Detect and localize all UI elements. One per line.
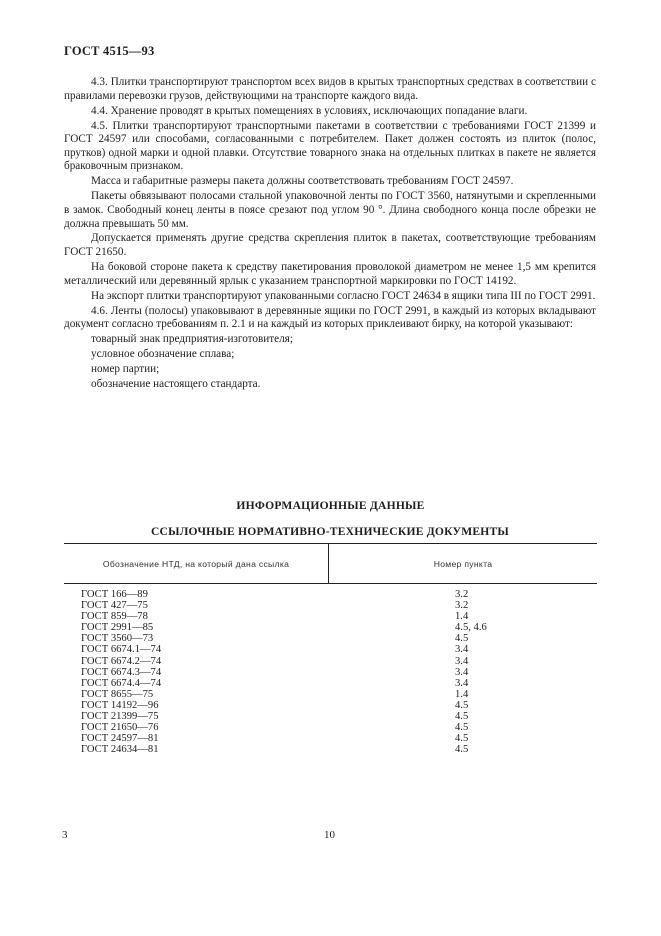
cell-clause: 4.5 (455, 699, 469, 711)
table-row (64, 633, 597, 644)
list-item: обозначение настоящего стандарта. (91, 378, 261, 391)
list-item: товарный знак предприятия-изготовителя; (91, 333, 293, 346)
cell-document: ГОСТ 24597—81 (81, 733, 159, 745)
cell-clause: 4.5 (455, 722, 469, 734)
table-row (64, 700, 597, 711)
body-text (64, 76, 596, 393)
cell-clause: 3.4 (455, 677, 469, 689)
table-row (64, 711, 597, 722)
table-row (64, 722, 597, 733)
cell-document: ГОСТ 859—78 (81, 611, 148, 623)
cell-document: ГОСТ 3560—73 (81, 633, 154, 645)
paragraph: 4.3. Плитки транспортируют транспортом всех видов в крытых транспортных средствах в соответствии с правилами перевозки грузов, действующими на транспорте каждого вида. (64, 76, 596, 102)
cell-clause: 1.4 (455, 611, 469, 623)
paragraph: Пакеты обвязывают полосами стальной упаковочной ленты по ГОСТ 3560, натянутыми и скрепленными в замок. Свободный конец ленты в поясе срезают под углом 90 °. Длина свободного конца после обрезки не должна превышать 50 мм. (64, 190, 596, 230)
table-header (64, 543, 597, 584)
cell-clause: 3.2 (455, 589, 469, 600)
table-row (64, 656, 597, 667)
cell-clause: 1.4 (455, 688, 469, 700)
table-body (64, 584, 597, 755)
cell-clause: 4.5 (455, 733, 469, 745)
table-row (64, 678, 597, 689)
paragraph: На боковой стороне пакета к средству пакетирования проволокой диаметром не менее 1,5 мм крепится металлический или деревянный ярлык с указанием транспортной маркировки по ГОСТ 14192. (64, 261, 596, 287)
table-row (64, 667, 597, 678)
cell-document: ГОСТ 6674.3—74 (81, 666, 162, 678)
table-row (64, 600, 597, 611)
cell-clause: 4.5 (455, 711, 469, 723)
table-row (64, 689, 597, 700)
section-title: ИНФОРМАЦИОННЫЕ ДАННЫЕ (236, 499, 425, 512)
table-row (64, 589, 597, 600)
page-number-left: 3 (62, 829, 68, 841)
cell-document: ГОСТ 8655—75 (81, 688, 154, 700)
column-header-clause: Номер пункта (433, 558, 493, 569)
cell-clause: 3.2 (455, 600, 469, 612)
cell-document: ГОСТ 21399—75 (81, 711, 159, 723)
cell-document: ГОСТ 427—75 (81, 600, 148, 612)
table-row (64, 644, 597, 655)
document-header: ГОСТ 4515—93 (64, 44, 155, 58)
cell-document: ГОСТ 6674.2—74 (81, 655, 162, 667)
table-row (64, 744, 597, 755)
table-row (64, 622, 597, 633)
page-number: 10 (324, 829, 335, 841)
list-item: условное обозначение сплава; (91, 348, 235, 361)
paragraph: Масса и габаритные размеры пакета должны соответствовать требованиям ГОСТ 24597. (91, 175, 514, 188)
cell-document: ГОСТ 6674.4—74 (81, 677, 162, 689)
column-header-document: Обозначение НТД, на который дана ссылка (64, 544, 329, 583)
paragraph: 4.4. Хранение проводят в крытых помещениях в условиях, исключающих попадание влаги. (91, 104, 528, 117)
cell-document: ГОСТ 2991—85 (81, 622, 154, 634)
cell-document: ГОСТ 14192—96 (81, 699, 159, 711)
paragraph: На экспорт плитки транспортируют упакованными согласно ГОСТ 24634 в ящики типа III по ГОСТ 2991. (91, 289, 596, 302)
table-row (64, 611, 597, 622)
cell-document: ГОСТ 24634—81 (81, 744, 159, 756)
section-subtitle: ССЫЛОЧНЫЕ НОРМАТИВНО-ТЕХНИЧЕСКИЕ ДОКУМЕНТЫ (150, 525, 510, 538)
list-item: номер партии; (91, 363, 160, 376)
cell-document: ГОСТ 166—89 (81, 589, 148, 600)
cell-clause: 4.5, 4.6 (455, 622, 487, 634)
cell-clause: 4.5 (455, 744, 469, 756)
cell-document: ГОСТ 6674.1—74 (81, 644, 162, 656)
cell-clause: 4.5 (455, 633, 469, 645)
cell-clause: 3.4 (455, 666, 469, 678)
paragraph: Допускается применять другие средства скрепления плиток в пакетах, соответствующие требованиям ГОСТ 21650. (64, 232, 596, 259)
references-table (64, 543, 597, 755)
cell-document: ГОСТ 21650—76 (81, 722, 159, 734)
paragraph: 4.6. Ленты (полосы) упаковывают в деревянные ящики по ГОСТ 2991, в каждый из которых вкладывают документ согласно требованиям п. 2.1 и на каждый из которых приклеивают бирку, на которой указывают: (64, 304, 596, 331)
paragraph: 4.5. Плитки транспортируют транспортными пакетами в соответствии с требованиями ГОСТ 21399 и ГОСТ 24597 или способами, согласованными с потребителем. Пакет должен состоять из плиток (полос, прутков) одной марки и одной плавки. Отсутствие товарного знака на отдельных плитках в пакете не является браковочным признаком. (64, 119, 596, 173)
cell-clause: 3.4 (455, 655, 469, 667)
table-row (64, 733, 597, 744)
cell-clause: 3.4 (455, 644, 469, 656)
